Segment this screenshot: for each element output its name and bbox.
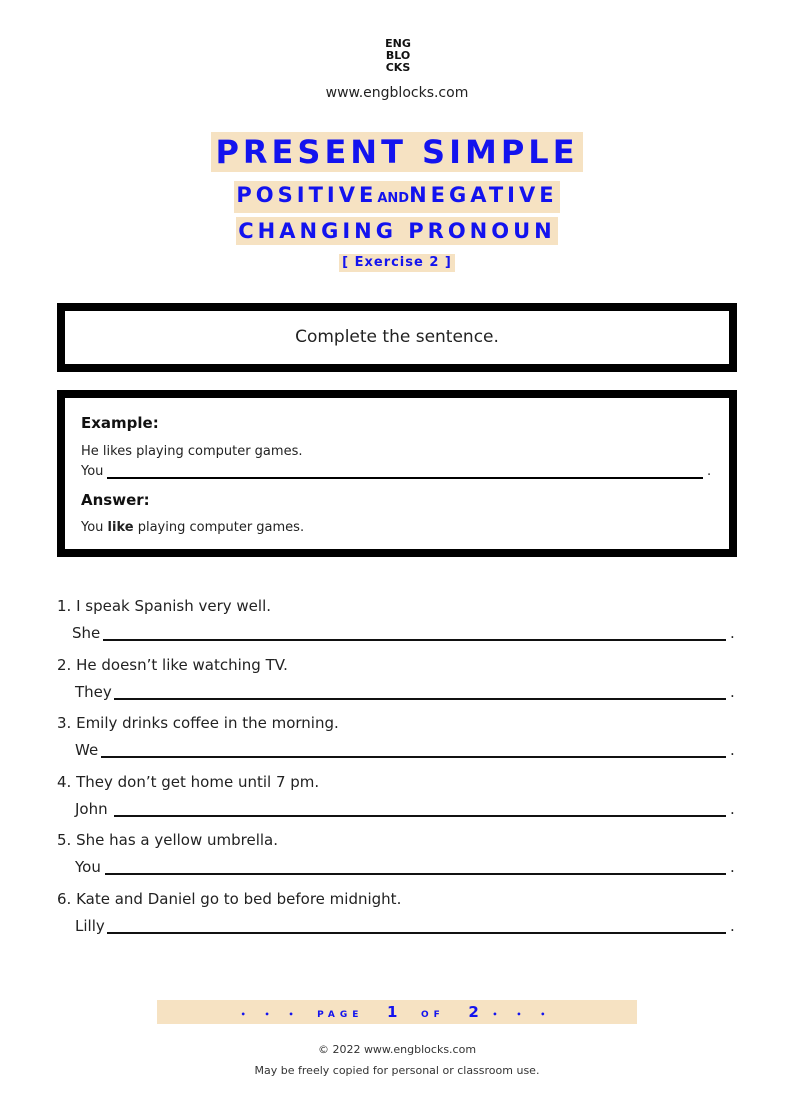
question-number: 1. [57, 597, 72, 615]
answer-subject: They [75, 683, 112, 701]
question-sentence: Kate and Daniel go to bed before midnight. [76, 890, 402, 908]
logo-line: CKS [385, 61, 411, 74]
question-6 [57, 890, 401, 908]
main-title [0, 132, 794, 172]
example-heading: Example: [81, 414, 159, 432]
example-sentence: He likes playing computer games. [81, 444, 303, 459]
answer-subject: You [75, 858, 101, 876]
answer-line[interactable] [101, 756, 726, 758]
example-end: . [707, 464, 712, 479]
question-number: 3. [57, 714, 72, 732]
question-sentence: I speak Spanish very well. [76, 597, 272, 615]
answer-end-period: . [730, 741, 735, 759]
question-sentence: She has a yellow umbrella. [76, 831, 279, 849]
question-1 [57, 597, 271, 615]
question-sentence: He doesn’t like watching TV. [76, 656, 288, 674]
engblocks-logo [381, 38, 415, 74]
subtitle-positive-negative [0, 181, 794, 213]
subtitle-changing-pronoun [0, 217, 794, 245]
answer-end-period: . [730, 683, 735, 701]
answer-line[interactable] [105, 873, 726, 875]
question-5 [57, 831, 278, 849]
answer-bold: like [107, 520, 134, 535]
answer-line[interactable] [114, 815, 726, 817]
answer-line[interactable] [107, 932, 726, 934]
answer-subject: Lilly [75, 917, 105, 935]
title-line-3: CHANGING PRONOUN [238, 219, 556, 243]
pagination-dots-left: • • • [240, 1010, 302, 1019]
example-answer [81, 520, 304, 535]
pagination-page-word: PAGE [317, 1010, 364, 1020]
exercise-number: [ Exercise 2 ] [339, 254, 455, 272]
question-2 [57, 656, 288, 674]
pagination-bar [157, 1000, 637, 1024]
question-sentence: They don’t get home until 7 pm. [76, 773, 320, 791]
question-4 [57, 773, 319, 791]
exercise-label [0, 251, 794, 272]
answer-end-period: . [730, 800, 735, 818]
answer-end-period: . [730, 624, 735, 642]
logo-line: BLO [385, 49, 411, 62]
question-number: 4. [57, 773, 72, 791]
pagination-of-word: OF [421, 1010, 445, 1020]
question-number: 6. [57, 890, 72, 908]
license-notice: May be freely copied for personal or classroom use. [254, 1064, 540, 1077]
instruction-text: Complete the sentence. [295, 327, 499, 347]
question-number: 5. [57, 831, 72, 849]
pagination-dots-right: • • • [492, 1010, 554, 1019]
answer-line[interactable] [114, 698, 726, 700]
instruction-box [57, 303, 737, 372]
answer-subject: We [75, 741, 99, 759]
question-3 [57, 714, 339, 732]
pagination-total: 2 [468, 1003, 479, 1021]
question-number: 2. [57, 656, 72, 674]
copyright-notice: © 2022 www.engblocks.com [317, 1043, 477, 1056]
question-sentence: Emily drinks coffee in the morning. [76, 714, 339, 732]
answer-heading: Answer: [81, 491, 150, 509]
answer-subject: She [72, 624, 101, 642]
answer-line[interactable] [103, 639, 726, 641]
answer-end-period: . [730, 858, 735, 876]
answer-end: playing computer games. [133, 520, 305, 535]
example-blank-line [107, 477, 703, 479]
answer-end-period: . [730, 917, 735, 935]
example-box [57, 390, 737, 557]
pagination-current: 1 [387, 1003, 398, 1021]
answer-subject: John [75, 800, 108, 818]
title-positive: POSITIVE [236, 183, 378, 207]
title-line-2 [234, 181, 559, 213]
title-line-1: PRESENT SIMPLE [211, 132, 582, 172]
logo-line: ENG [385, 37, 411, 50]
example-prompt: You [81, 464, 104, 479]
answer-start: You [81, 520, 108, 535]
title-and: AND [377, 191, 410, 206]
title-negative: NEGATIVE [409, 183, 558, 207]
site-url: www.engblocks.com [325, 85, 469, 101]
